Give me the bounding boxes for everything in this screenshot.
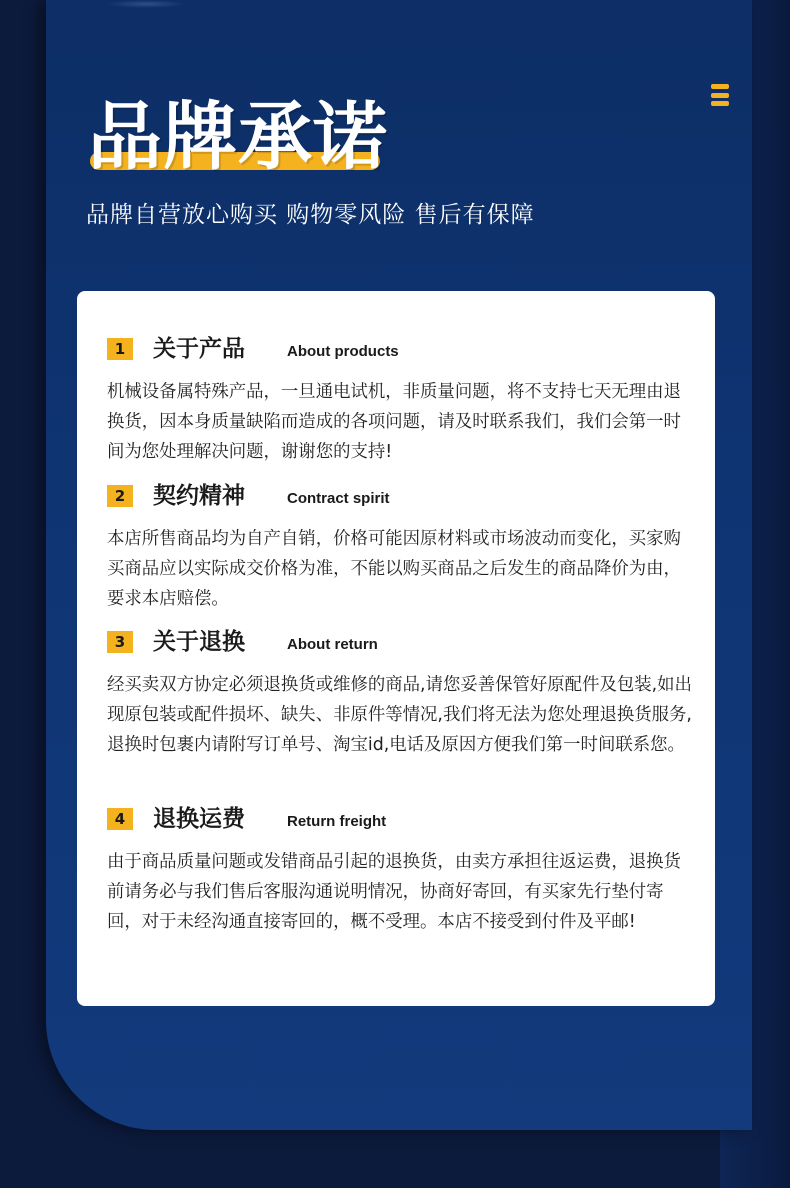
section-title-en: About products [287,343,399,360]
page-title: 品牌承诺 [88,94,388,180]
section-title-en: Contract spirit [287,490,390,507]
section-title-cn: 关于退换 [153,629,245,655]
section-body: 由于商品质量问题或发错商品引起的退换货，由卖方承担往返运费，退换货前请务必与我们售后客服沟通说明情况，协商好寄回，有买家先行垫付寄回，对于未经沟通直接寄回的，概不受理。本店不接受到付件及平邮! [107,852,681,932]
section-body: 本店所售商品均为自产自销，价格可能因原材料或市场波动而变化，买家购买商品应以实际成交价格为准，不能以购买商品之后发生的商品降价为由，要求本店赔偿。 [107,529,681,609]
section-body: 经买卖双方协定必须退换货或维修的商品,请您妥善保管好原配件及包装,如出现原包装或配件损坏、缺失、非原件等情况,我们将无法为您处理退换货服务,退换时包裹内请附写订单号、淘宝id,电话及原因方便我们第一时间联系您。 [107,675,692,755]
promise-card [77,291,715,1006]
menu-bar [711,93,729,98]
section-body: 机械设备属特殊产品，一旦通电试机，非质量问题，将不支持七天无理由退换货，因本身质量缺陷而造成的各项问题，请及时联系我们，我们会第一时间为您处理解决问题，谢谢您的支持! [107,382,681,462]
section-number-badge: 2 [107,485,133,507]
corner-glow [106,0,186,8]
section-title-cn: 退换运费 [153,806,245,832]
section-title-cn: 关于产品 [153,336,245,362]
page-title-block [88,96,388,186]
section-title-en: Return freight [287,813,387,830]
menu-bar [711,84,729,89]
menu-bar [711,101,729,106]
page-subtitle: 品牌自营放心购买 购物零风险 售后有保障 [86,202,535,228]
section-title-en: About return [287,636,378,653]
section-number-badge: 4 [107,808,133,830]
menu-icon[interactable] [711,84,729,106]
section-title-cn: 契约精神 [153,483,245,509]
section-number-badge: 3 [107,631,133,653]
section-number-badge: 1 [107,338,133,360]
